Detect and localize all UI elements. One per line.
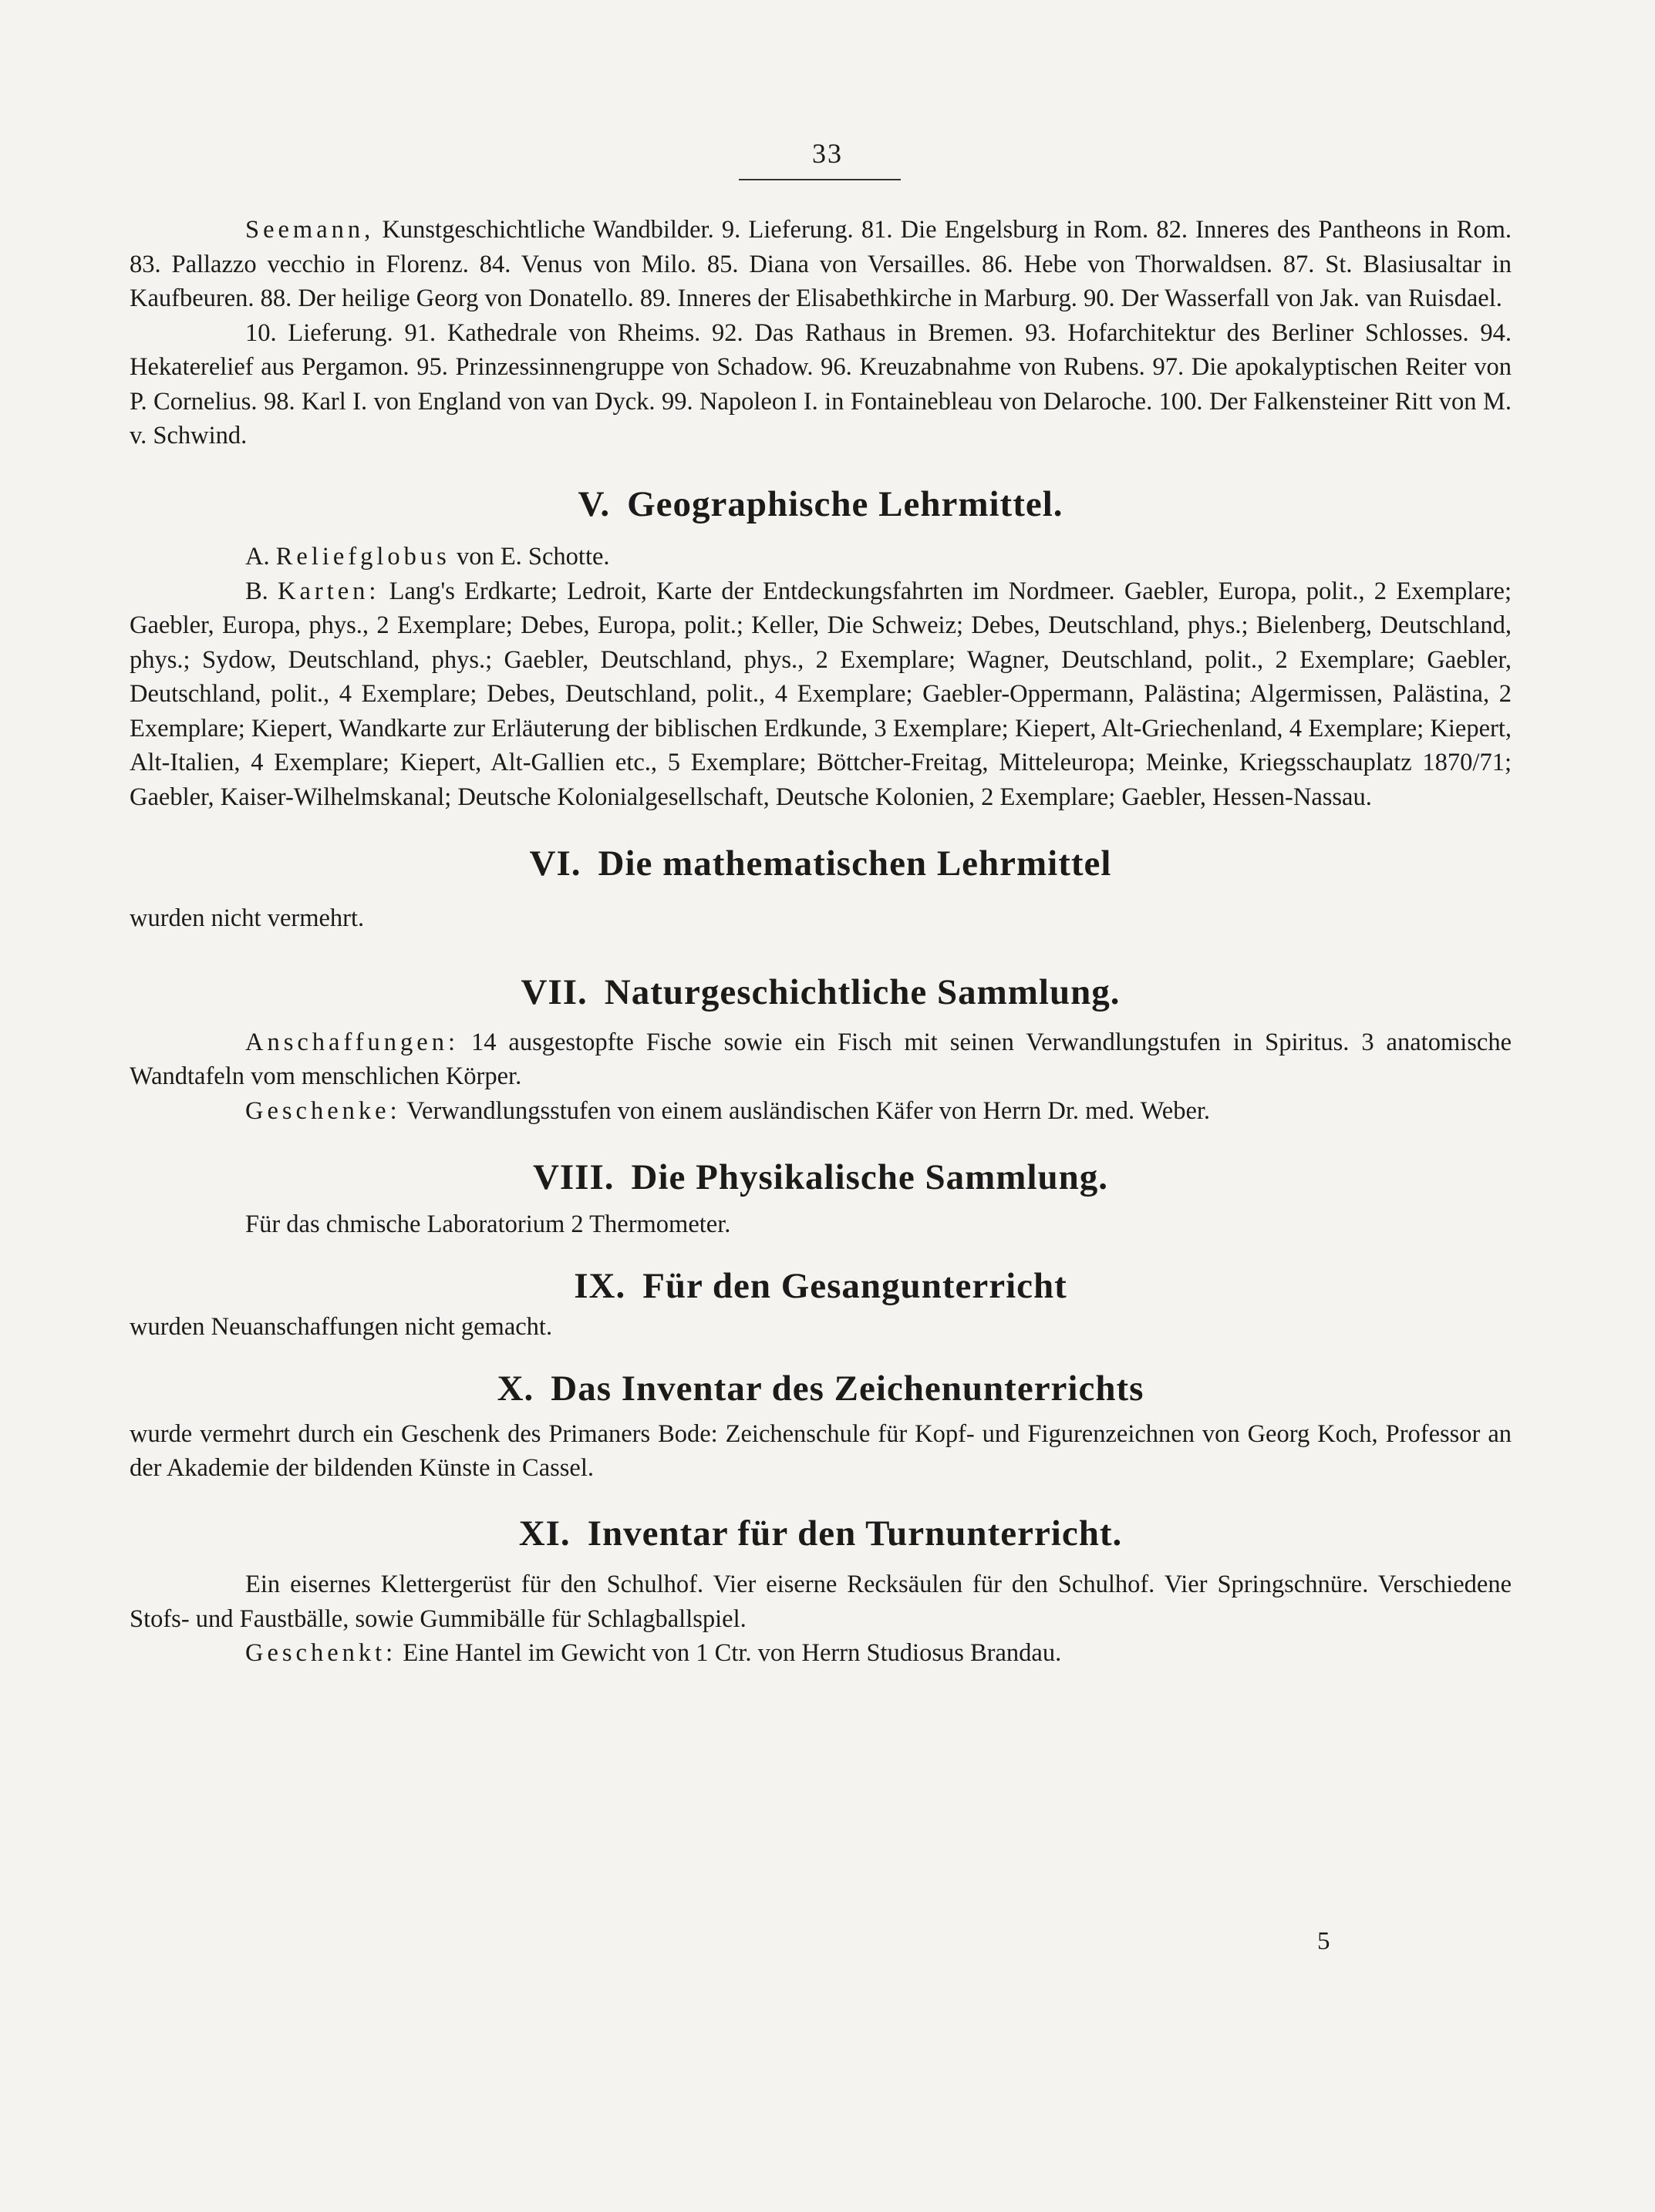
section-x-heading (130, 1369, 1512, 1409)
section-vi-title: Die mathematischen Lehrmittel (598, 843, 1112, 884)
section-xi-heading (130, 1513, 1512, 1554)
page-number: 33 (812, 138, 843, 169)
section-vii-geschenke (130, 1094, 1512, 1129)
section-ix-title: Für den Gesangunterricht (642, 1266, 1067, 1306)
section-vii-a-lead: Anschaffungen: (245, 1028, 459, 1056)
section-v-item-b (130, 574, 1512, 815)
section-ix-numeral: IX. (574, 1266, 626, 1306)
section-vii-title: Naturgeschichtliche Sammlung. (604, 972, 1121, 1012)
section-vi-numeral: VI. (529, 843, 581, 884)
section-ix-heading (130, 1266, 1512, 1306)
intro-text: Kunstgeschichtliche Wandbilder. 9. Lieferung. 81. Die Engelsburg in Rom. 82. Inneres des Pantheons in Rom. 83. Pallazzo vecchio in Florenz. 84. Venus von Milo. 85. Diana von Versailles. 86. Hebe von Thorwaldsen. 87. St. Blasiusaltar in Kaufbeuren. 88. Der heilige Georg von Donatello. 89. Inneres der Elisabethkirche in Marburg. 90. Der Wasserfall von Jak. van Ruisdael. (130, 216, 1512, 312)
section-viii-heading (130, 1157, 1512, 1197)
section-vii-a-text: 14 ausgestopfte Fische sowie ein Fisch mit seinen Verwandlungstufen in Spiritus. 3 anatomische Wandtafeln vom menschlichen Körper. (130, 1028, 1512, 1090)
section-xi-b-text: Eine Hantel im Gewicht von 1 Ctr. von Herrn Studiosus Brandau. (396, 1639, 1062, 1667)
section-vii-numeral: VII. (521, 972, 588, 1012)
section-v-b-label: B. (245, 577, 268, 605)
section-v-a-lead: Reliefglobus (275, 543, 450, 571)
section-v-a-label: A. (245, 543, 270, 571)
section-viii-numeral: VIII. (532, 1157, 615, 1197)
section-xi-geschenkt (130, 1636, 1512, 1671)
section-vii-b-text: Verwandlungsstufen von einem ausländischen Käfer von Herrn Dr. med. Weber. (400, 1096, 1211, 1125)
section-v-item-a (130, 540, 1512, 574)
section-xi-title: Inventar für den Turnunterricht. (587, 1513, 1123, 1554)
section-v-title: Geographische Lehrmittel. (627, 483, 1063, 524)
section-v-a-text: von E. Schotte. (450, 543, 610, 571)
signature-mark: 5 (1317, 1928, 1330, 1955)
intro-lead: Seemann, (245, 216, 375, 244)
section-xi-text: Ein eisernes Klettergerüst für den Schulhof. Vier eiserne Recksäulen für den Schulhof. Vier Springschnüre. Verschiedene Stofs- und Faustbälle, sowie Gummibälle für Schlagballspiel. (130, 1571, 1512, 1633)
section-v-numeral: V. (578, 483, 611, 524)
section-v-heading (130, 483, 1512, 524)
section-vi-text: wurden nicht vermehrt. (130, 904, 365, 932)
section-viii-title: Die Physikalische Sammlung. (631, 1157, 1109, 1197)
header-rule (739, 179, 901, 180)
section-vii-heading (130, 972, 1512, 1012)
section-v-b-lead: Karten: (277, 577, 380, 605)
section-vii-b-lead: Geschenke: (245, 1096, 401, 1125)
section-xi-b-lead: Geschenkt: (245, 1639, 397, 1667)
section-x-title: Das Inventar des Zeichenunterrichts (551, 1369, 1144, 1409)
section-xi-numeral: XI. (518, 1513, 571, 1554)
section-vi-heading (130, 843, 1512, 884)
section-v-b-text: Lang's Erdkarte; Ledroit, Karte der Entdeckungsfahrten im Nordmeer. Gaebler, Europa, polit., 2 Exemplare; Gaebler, Europa, phys., 2 Exemplare; Debes, Europa, polit.; Keller, Die Schweiz; Debes, Deutschland, phys.; Bielenberg, Deutschland, phys.; Sydow, Deutschland, phys.; Gaebler, Deutschland, phys., 2 Exemplare; Wagner, Deutschland, polit., 2 Exemplare; Gaebler, Deutschland, polit., 4 Exemplare; Debes, Deutschland, polit., 4 Exemplare; Gaebler-Oppermann, Palästina; Algermissen, Palästina, 2 Exemplare; Kiepert, Wandkarte zur Erläuterung der biblischen Erdkunde, 3 Exemplare; Kiepert, Alt-Griechenland, 4 Exemplare; Kiepert, Alt-Italien, 4 Exemplare; Kiepert, Alt-Gallien etc., 5 Exemplare; Böttcher-Freitag, Mitteleuropa; Meinke, Kriegsschauplatz 1870/71; Gaebler, Kaiser-Wilhelmskanal; Deutsche Kolonialgesellschaft, Deutsche Kolonien, 2 Exemplare; Gaebler, Hessen-Nassau. (130, 577, 1512, 811)
section-x-numeral: X. (497, 1369, 534, 1409)
section-vii-anschaffungen (130, 1025, 1512, 1094)
section-x-text: wurde vermehrt durch ein Geschenk des Primaners Bode: Zeichenschule für Kopf- und Figurenzeichnen von Georg Koch, Professor an der Akademie der bildenden Künste in Cassel. (130, 1419, 1512, 1482)
lieferung-10-paragraph: 10. Lieferung. 91. Kathedrale von Rheims. 92. Das Rathaus in Bremen. 93. Hofarchitektur des Berliner Schlosses. 94. Hekaterelief aus Pergamon. 95. Prinzessinnengruppe von Schadow. 96. Kreuzabnahme von Rubens. 97. Die apokalyptischen Reiter von P. Cornelius. 98. Karl I. von England von van Dyck. 99. Napoleon I. in Fontainebleau von Delaroche. 100. Der Falkensteiner Ritt von M. v. Schwind. (130, 318, 1512, 449)
intro-paragraph (130, 213, 1512, 316)
page-content (130, 213, 1512, 1671)
section-ix-text: wurden Neuanschaffungen nicht gemacht. (130, 1312, 553, 1341)
section-viii-text: Für das chmische Laboratorium 2 Thermometer. (245, 1210, 731, 1238)
